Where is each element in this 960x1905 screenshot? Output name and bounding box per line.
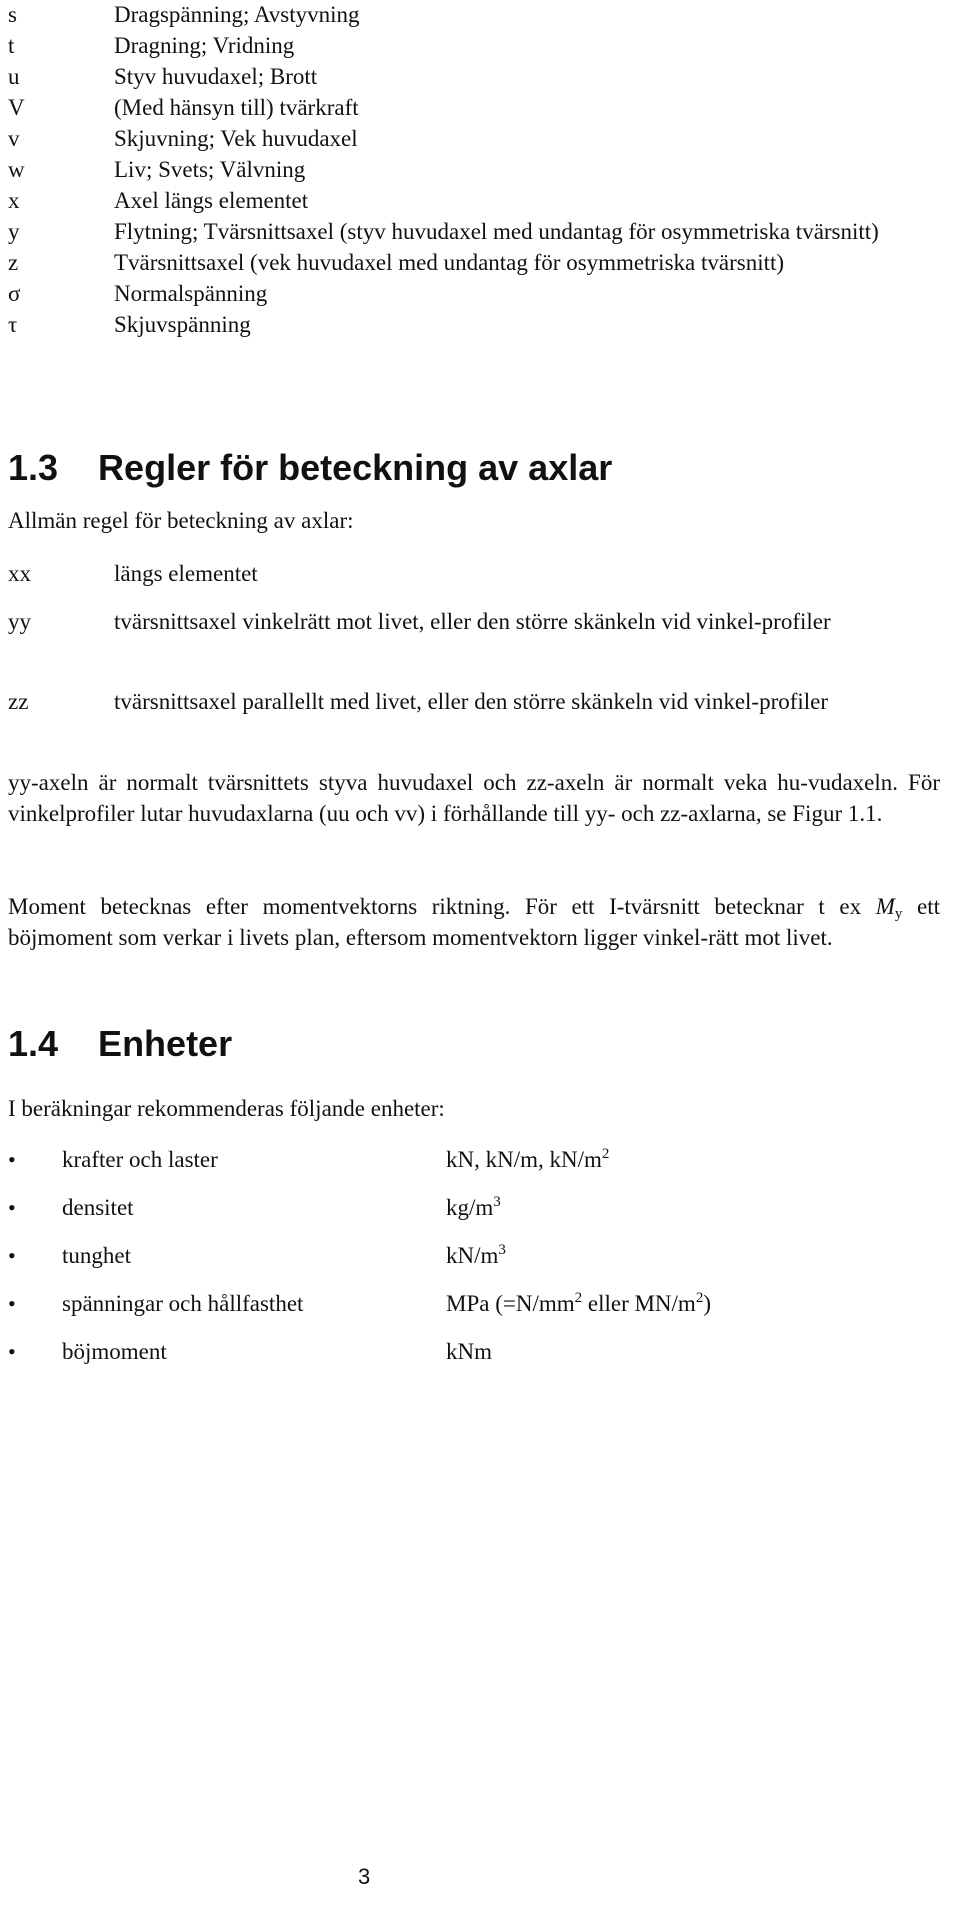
section-heading: 1.3 Regler för beteckning av axlar — [8, 447, 613, 488]
unit-value-text: eller MN/m — [582, 1291, 696, 1316]
symbol-key: τ — [8, 312, 18, 337]
axis-text: tvärsnittsaxel parallellt med livet, eller den större skänkeln vid vinkel-profiler — [114, 689, 829, 714]
bullet: • — [8, 1147, 16, 1172]
axis-key: yy — [8, 609, 31, 634]
list-item — [8, 1240, 940, 1288]
symbol-row — [8, 309, 948, 340]
symbol-desc: Liv; Svets; Välvning — [114, 157, 306, 182]
unit-name: böjmoment — [62, 1339, 167, 1364]
symbol-row — [8, 247, 948, 278]
list-item — [8, 1336, 940, 1384]
unit-exponent: 2 — [601, 1146, 610, 1162]
unit-value-text: MPa (=N/mm — [446, 1291, 575, 1316]
symbol-desc: Dragning; Vridning — [114, 33, 295, 58]
symbol-key: z — [8, 250, 19, 275]
list-item — [8, 1144, 940, 1192]
symbol-row — [8, 0, 948, 30]
axis-key: xx — [8, 561, 31, 586]
symbol-key: x — [8, 188, 20, 213]
axis-key: zz — [8, 689, 29, 714]
symbol-key: σ — [8, 281, 21, 306]
symbol-row — [8, 154, 948, 185]
symbol-row — [8, 278, 948, 309]
moment-subscript: y — [894, 906, 903, 922]
symbol-key: t — [8, 33, 15, 58]
unit-exponent: 2 — [574, 1290, 583, 1306]
unit-value-text: kg/m — [446, 1195, 494, 1220]
unit-value-text: kNm — [446, 1339, 492, 1364]
symbol-desc: Tvärsnittsaxel (vek huvudaxel med undantag för osymmetriska tvärsnitt) — [114, 250, 785, 275]
axis-definition — [8, 686, 940, 717]
paragraph — [8, 891, 940, 953]
symbol-desc: Normalspänning — [114, 281, 268, 306]
unit-value-text: kN, kN/m, kN/m — [446, 1147, 602, 1172]
symbol-key: s — [8, 2, 17, 27]
symbol-key: V — [8, 95, 25, 120]
bullet: • — [8, 1195, 16, 1220]
symbol-desc: Flytning; Tvärsnittsaxel (styv huvudaxel med undantag för osymmetriska tvärsnitt) — [114, 219, 879, 244]
symbol-row — [8, 61, 948, 92]
paragraph-text: ett böjmoment som verkar i livets plan, eftersom momentvektorn ligger vinkel-rätt mot livet. — [8, 894, 940, 950]
page-number: 3 — [358, 1864, 371, 1889]
unit-exponent: 2 — [695, 1290, 704, 1306]
symbol-desc: Dragspänning; Avstyvning — [114, 2, 360, 27]
unit-value — [446, 1336, 940, 1367]
axis-text: tvärsnittsaxel vinkelrätt mot livet, eller den större skänkeln vid vinkel-profiler — [114, 609, 831, 634]
symbol-row — [8, 123, 948, 154]
symbol-key: y — [8, 219, 20, 244]
section-heading: 1.4 Enheter — [8, 1023, 233, 1064]
list-item — [8, 1192, 940, 1240]
unit-exponent: 3 — [498, 1242, 506, 1258]
axis-text: längs elementet — [114, 561, 258, 586]
unit-value-text: ) — [703, 1291, 711, 1316]
axis-definition — [8, 558, 940, 589]
unit-name: krafter och laster — [62, 1147, 218, 1172]
symbol-desc: Skjuvning; Vek huvudaxel — [114, 126, 358, 151]
bullet: • — [8, 1243, 16, 1268]
unit-exponent: 3 — [493, 1194, 501, 1210]
paragraph-text: Moment betecknas efter momentvektorns riktning. För ett I-tvärsnitt betecknar t ex — [8, 894, 876, 919]
section-intro: Allmän regel för beteckning av axlar: — [8, 508, 354, 533]
symbol-desc: Axel längs elementet — [114, 188, 309, 213]
symbol-row — [8, 216, 948, 247]
list-item — [8, 1288, 940, 1336]
axis-definition — [8, 606, 940, 637]
unit-value — [446, 1240, 940, 1271]
symbol-key: u — [8, 64, 20, 89]
unit-name: tunghet — [62, 1243, 131, 1268]
symbol-row — [8, 30, 948, 61]
symbol-desc: Styv huvudaxel; Brott — [114, 64, 318, 89]
symbol-key: w — [8, 157, 25, 182]
symbol-row — [8, 185, 948, 216]
unit-value-text: kN/m — [446, 1243, 499, 1268]
paragraph: yy-axeln är normalt tvärsnittets styva huvudaxel och zz-axeln är normalt veka hu-vudaxeln. För vinkelprofiler lutar huvudaxlarna (uu och vv) i förhållande till yy- och zz-axlarna, se Figur 1.1. — [8, 770, 940, 826]
unit-name: densitet — [62, 1195, 134, 1220]
symbol-list — [8, 0, 948, 340]
symbol-desc: (Med hänsyn till) tvärkraft — [114, 95, 359, 120]
unit-value — [446, 1192, 940, 1223]
unit-value — [446, 1288, 940, 1319]
symbol-desc: Skjuvspänning — [114, 312, 251, 337]
unit-list — [8, 1144, 940, 1384]
moment-symbol: M — [875, 894, 895, 919]
unit-name: spänningar och hållfasthet — [62, 1291, 304, 1316]
bullet: • — [8, 1291, 16, 1316]
symbol-key: v — [8, 126, 20, 151]
bullet: • — [8, 1339, 16, 1364]
symbol-row — [8, 92, 948, 123]
section-intro: I beräkningar rekommenderas följande enheter: — [8, 1096, 445, 1121]
unit-value — [446, 1144, 940, 1175]
